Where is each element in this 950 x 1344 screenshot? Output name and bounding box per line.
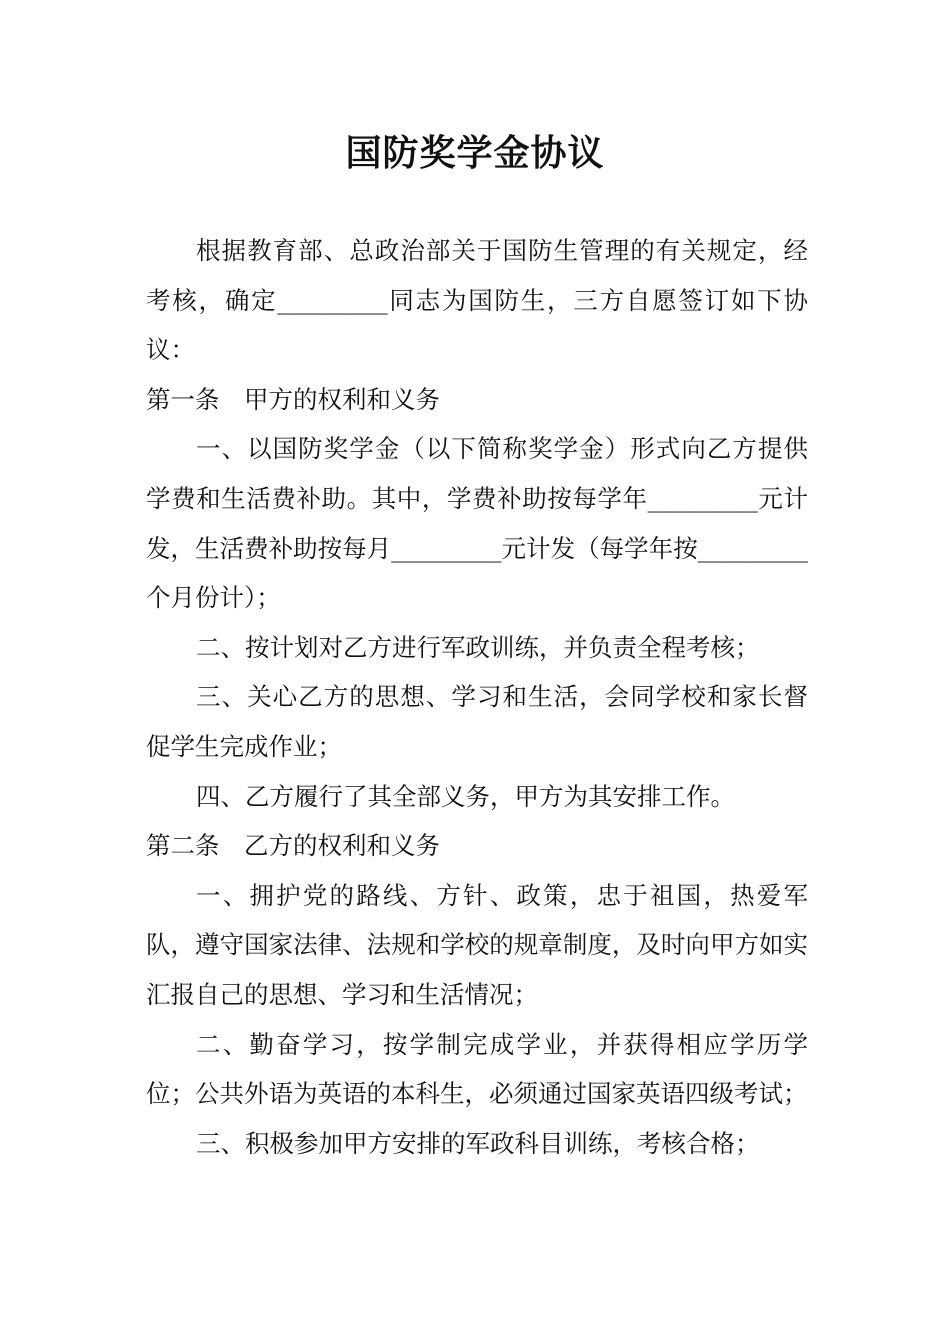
paragraph-intro: 根据教育部、总政治部关于国防生管理的有关规定，经考核，确定_________同志为国防生，三方自愿签订如下协议： bbox=[146, 236, 808, 365]
document-body bbox=[146, 226, 808, 1168]
paragraph-1-4: 四、乙方履行了其全部义务，甲方为其安排工作。 bbox=[196, 781, 735, 811]
paragraph-2-3: 三、积极参加甲方安排的军政科目训练，考核合格； bbox=[196, 1128, 760, 1158]
article-heading-2: 第二条 乙方的权利和义务 bbox=[146, 831, 440, 861]
article-heading-1: 第一条 甲方的权利和义务 bbox=[146, 384, 440, 414]
paragraph-2-2: 二、勤奋学习，按学制完成学业，并获得相应学历学位；公共外语为英语的本科生，必须通过国家英语四级考试； bbox=[146, 1029, 808, 1109]
paragraph-1-2: 二、按计划对乙方进行军政训练，并负责全程考核； bbox=[196, 632, 760, 662]
paragraph-1-1: 一、以国防奖学金（以下简称奖学金）形式向乙方提供学费和生活费补助。其中，学费补助按每学年_________元计发，生活费补助按每月_________元计发（每学年按_________个月份计）； bbox=[146, 434, 808, 613]
document-title: 国防奖学金协议 bbox=[345, 132, 605, 174]
paragraph-1-3: 三、关心乙方的思想、学习和生活，会同学校和家长督促学生完成作业； bbox=[146, 682, 808, 761]
paragraph-2-1: 一、拥护党的路线、方针、政策，忠于祖国，热爱军队，遵守国家法律、法规和学校的规章制度，及时向甲方如实汇报自己的思想、学习和生活情况； bbox=[146, 880, 808, 1009]
